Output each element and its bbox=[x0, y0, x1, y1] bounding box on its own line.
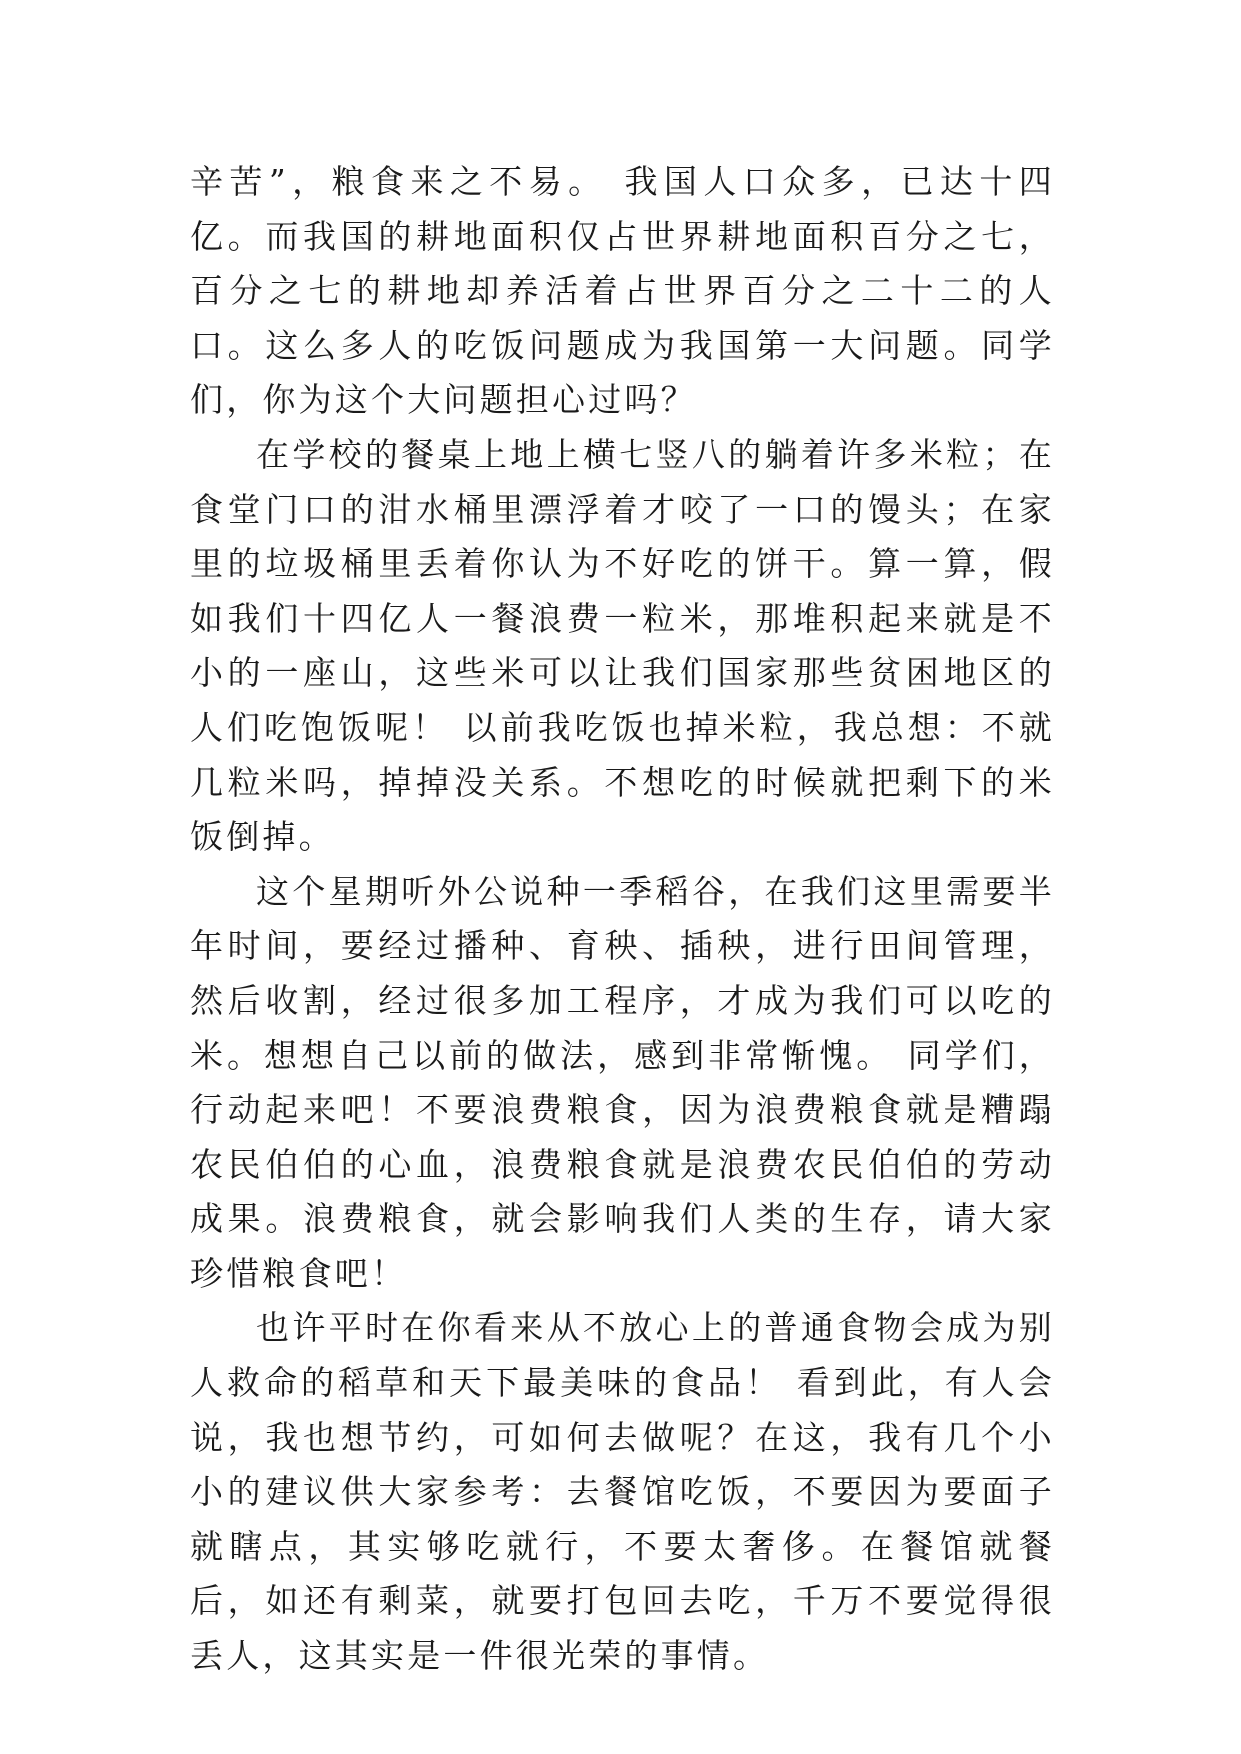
paragraph-2: 在学校的餐桌上地上横七竖八的躺着许多米粒；在食堂门口的泔水桶里漂浮着才咬了一口的馒头；在家里的垃圾桶里丢着你认为不好吃的饼干。算一算，假如我们十四亿人一餐浪费一粒米，那堆积起来就是不小的一座山，这些米可以让我们国家那些贫困地区的人们吃饱饭呢！ 以前我吃饭也掉米粒，我总想：不就几粒米吗，掉掉没关系。不想吃的时候就把剩下的米饭倒掉。 bbox=[190, 434, 1055, 857]
paragraph-1: 辛苦”，粮食来之不易。 我国人口众多，已达十四亿。而我国的耕地面积仅占世界耕地面积百分之七，百分之七的耕地却养活着占世界百分之二十二的人口。这么多人的吃饭问题成为我国第一大问题。同学们，你为这个大问题担心过吗？ bbox=[190, 162, 1055, 420]
essay-body bbox=[190, 155, 1055, 1684]
paragraph-4: 也许平时在你看来从不放心上的普通食物会成为别人救命的稻草和天下最美味的食品！ 看到此，有人会说，我也想节约，可如何去做呢？在这，我有几个小小的建议供大家参考：去餐馆吃饭，不要因为要面子就瞎点，其实够吃就行，不要太奢侈。在餐馆就餐后，如还有剩菜，就要打包回去吃，千万不要觉得很丢人，这其实是一件很光荣的事情。 bbox=[190, 1308, 1055, 1676]
paragraph-3: 这个星期听外公说种一季稻谷，在我们这里需要半年时间，要经过播种、育秧、插秧，进行田间管理，然后收割，经过很多加工程序，才成为我们可以吃的米。想想自己以前的做法，感到非常惭愧。 同学们，行动起来吧！不要浪费粮食，因为浪费粮食就是糟蹋农民伯伯的心血，浪费粮食就是浪费农民伯伯的劳动成果。浪费粮食，就会影响我们人类的生存，请大家珍惜粮食吧！ bbox=[190, 871, 1055, 1293]
